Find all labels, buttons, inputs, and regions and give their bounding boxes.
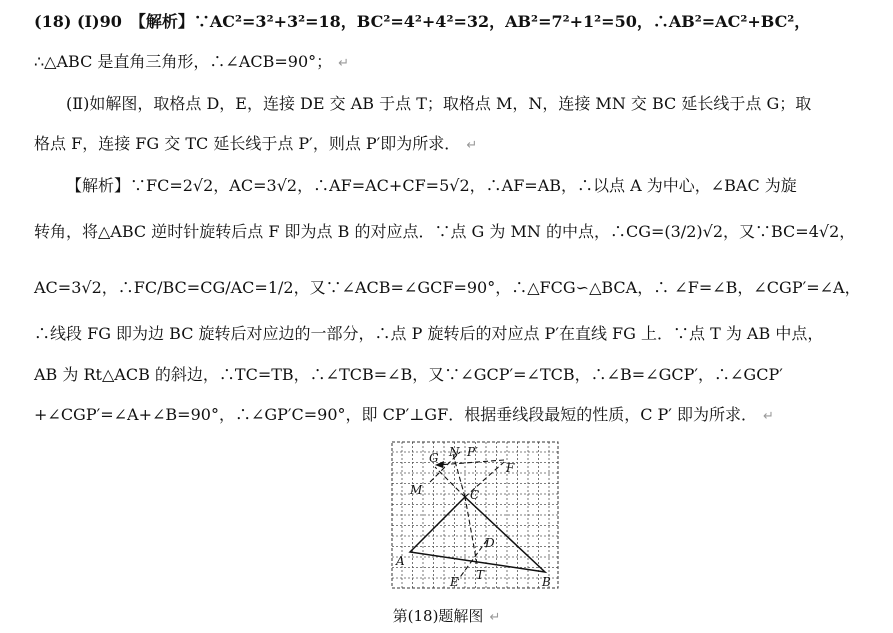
segment-cg (435, 467, 465, 497)
label-a: A (396, 554, 405, 568)
solution-line-10: +∠CGP′=∠A+∠B=90°，∴∠GP′C=90°，即 CP′⊥GF．根据垂线段最短的性质，C P′ 即为所求． ↵ (34, 405, 774, 424)
return-mark-icon: ↵ (466, 138, 478, 153)
geometry-figure (390, 440, 560, 592)
label-c: C (470, 488, 480, 502)
label-e: E (450, 575, 459, 589)
segment-fg (438, 460, 504, 465)
label-g: G (429, 451, 439, 465)
solution-line-2: ∴△ABC 是直角三角形，∴∠ACB=90°； ↵ (34, 52, 350, 71)
label-m: M (410, 483, 423, 497)
label-p: P′ (467, 445, 478, 459)
solution-line-1: (18) (Ⅰ)90 【解析】∵AC²=3²+3²=18，BC²=4²+4²=32，AB²=7²+1²=50，∴AB²=AC²+BC²， (34, 12, 811, 31)
solution-line-8: ∴线段 FG 即为边 BC 旋转后对应边的一部分，∴点 P 旋转后的对应点 P′在直线 FG 上．∵点 T 为 AB 中点， (34, 324, 824, 343)
return-mark-icon: ↵ (338, 56, 350, 71)
solution-line-5: 【解析】∵FC=2√2，AC=3√2，∴AF=AC+CF=5√2，∴AF=AB，∴以点 A 为中心，∠BAC 为旋 (66, 176, 797, 195)
solution-line-6: 转角，将△ABC 逆时针旋转后点 F 即为点 B 的对应点．∵点 G 为 MN 的中点，∴CG=(3/2)√2，又∵BC=4√2， (34, 222, 856, 241)
return-mark-icon: ↵ (763, 409, 774, 424)
figure-caption: 第(18)题解图 ↵ (392, 607, 501, 625)
label-f: F (506, 461, 515, 475)
label-n: N (449, 445, 460, 459)
label-t: T (476, 568, 485, 582)
label-d: D (485, 536, 495, 550)
solution-line-4: 格点 F，连接 FG 交 TC 延长线于点 P′，则点 P′即为所求． ↵ (34, 134, 478, 153)
solution-line-3: (Ⅱ)如解图，取格点 D，E，连接 DE 交 AB 于点 T；取格点 M，N，连接 MN 交 BC 延长线于点 G；取 (66, 94, 812, 113)
label-b: B (542, 575, 551, 589)
triangle-abc (410, 497, 545, 572)
return-mark-icon: ↵ (489, 610, 501, 625)
solution-line-9: AB 为 Rt△ACB 的斜边，∴TC=TB，∴∠TCB=∠B，又∵∠GCP′=∠TCB，∴∠B=∠GCP′，∴∠GCP′ (34, 365, 783, 384)
solution-line-7: AC=3√2，∴FC/BC=CG/AC=1/2，又∵∠ACB=∠GCF=90°，∴△FCG∽△BCA，∴ ∠F=∠B，∠CGP′=∠A， (34, 278, 861, 297)
grid-lines (392, 442, 558, 588)
